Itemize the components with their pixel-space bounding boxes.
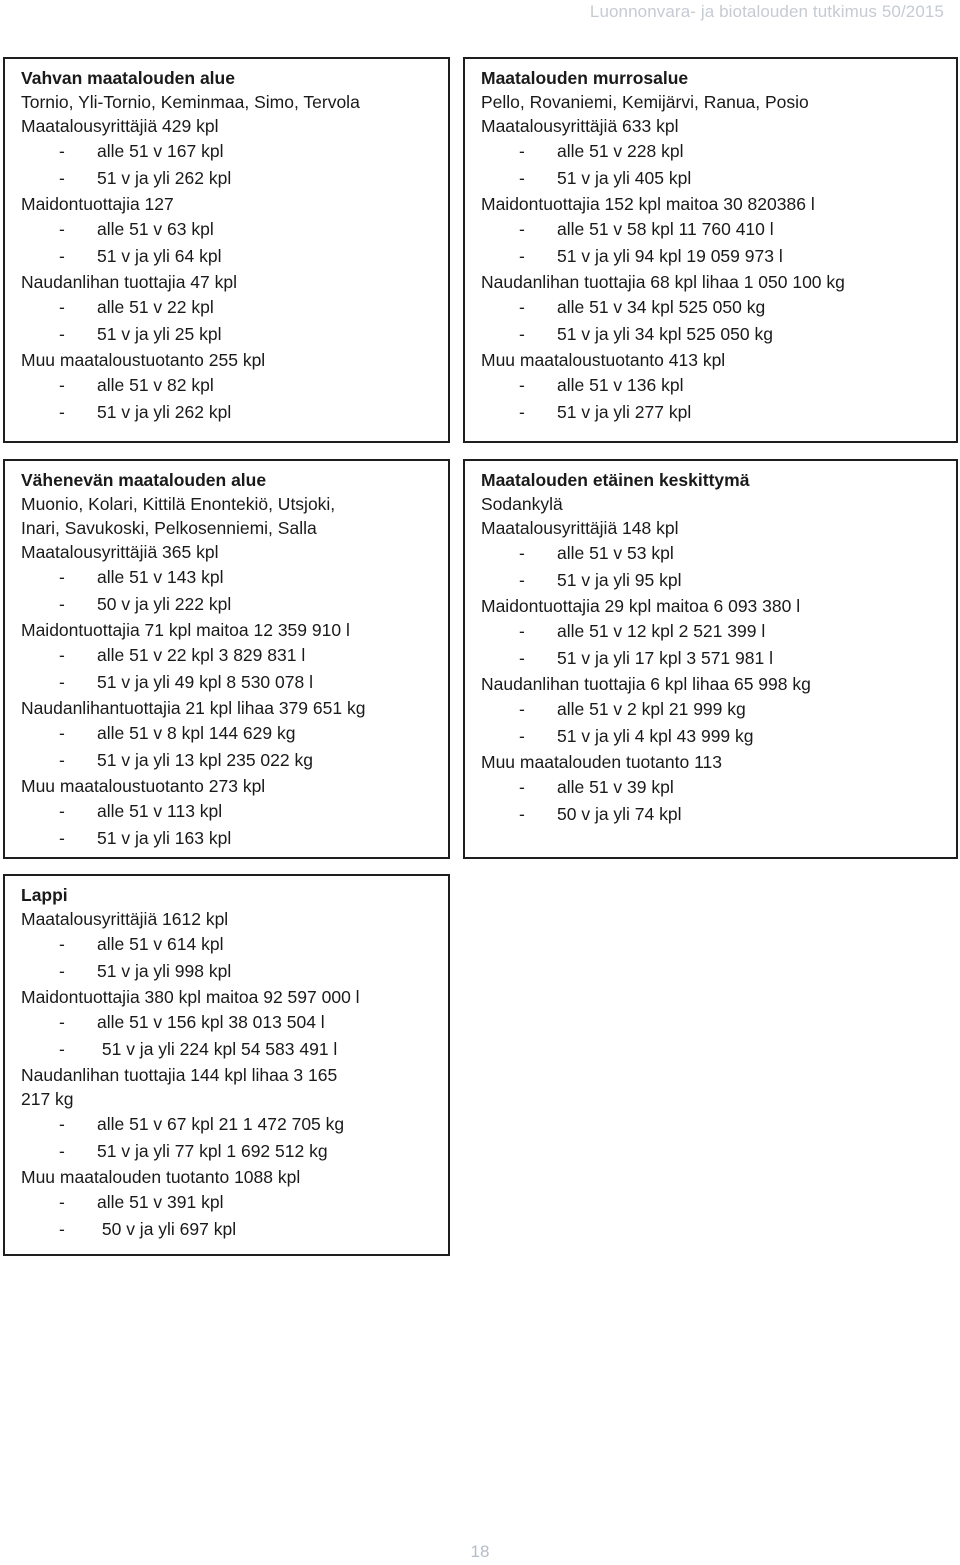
sub-item (21, 1111, 448, 1138)
bullet-dash: - (519, 168, 525, 188)
sub-item-text: alle 51 v 82 kpl (97, 375, 214, 395)
sub-item (481, 801, 956, 828)
sub-item-text: 51 v ja yli 405 kpl (557, 168, 692, 188)
page-number: 18 (470, 1542, 490, 1561)
sub-item-text: alle 51 v 39 kpl (557, 777, 674, 797)
sub-item (21, 294, 448, 321)
sub-item-text: alle 51 v 8 kpl 144 629 kg (97, 723, 296, 743)
sub-item-text: 50 v ja yli 222 kpl (97, 594, 232, 614)
text-line: Naudanlihan tuottajia 144 kpl lihaa 3 165 (21, 1065, 338, 1085)
sub-item (481, 696, 956, 723)
sub-item (21, 958, 448, 985)
bullet-dash: - (519, 804, 525, 824)
bullet-dash: - (59, 723, 65, 743)
sub-item-text: 51 v ja yli 95 kpl (557, 570, 682, 590)
sub-item (481, 294, 956, 321)
sub-item-text: alle 51 v 143 kpl (97, 567, 224, 587)
bullet-dash: - (59, 645, 65, 665)
sub-item-text: 51 v ja yli 4 kpl 43 999 kg (557, 726, 754, 746)
bullet-dash: - (519, 777, 525, 797)
text-line: Maidontuottajia 71 kpl maitoa 12 359 910 l (21, 620, 350, 640)
text-line: Maatalousyrittäjiä 633 kpl (481, 116, 679, 136)
sub-item (21, 1036, 448, 1063)
sub-item-text: 50 v ja yli 74 kpl (557, 804, 682, 824)
sub-item (21, 321, 448, 348)
sub-item (481, 165, 956, 192)
sub-item-text: alle 51 v 22 kpl (97, 297, 214, 317)
sub-item-text: alle 51 v 2 kpl 21 999 kg (557, 699, 746, 719)
sub-item-text: alle 51 v 53 kpl (557, 543, 674, 563)
bullet-dash: - (59, 324, 65, 344)
bullet-dash: - (59, 375, 65, 395)
sub-item (481, 399, 956, 426)
sub-item (21, 165, 448, 192)
sub-item (21, 372, 448, 399)
sub-item (21, 642, 448, 669)
text-line: Maatalousyrittäjiä 365 kpl (21, 542, 219, 562)
sub-item (21, 216, 448, 243)
bullet-dash: - (59, 567, 65, 587)
bullet-dash: - (59, 1219, 65, 1239)
sub-item-text: 51 v ja yli 64 kpl (97, 246, 222, 266)
sub-item-text: alle 51 v 156 kpl 38 013 504 l (97, 1012, 325, 1032)
region-lines (481, 90, 956, 426)
sub-item (21, 1138, 448, 1165)
bullet-dash: - (59, 168, 65, 188)
sub-item-text: alle 51 v 167 kpl (97, 141, 224, 161)
text-line: Tornio, Yli-Tornio, Keminmaa, Simo, Tervola (21, 92, 360, 112)
sub-item-text: 51 v ja yli 77 kpl 1 692 512 kg (97, 1141, 328, 1161)
bullet-dash: - (519, 648, 525, 668)
bullet-dash: - (59, 1039, 65, 1059)
sub-item-text: alle 51 v 136 kpl (557, 375, 684, 395)
text-line: Sodankylä (481, 494, 563, 514)
text-line: Maatalousyrittäjiä 1612 kpl (21, 909, 229, 929)
sub-item-text: 51 v ja yli 163 kpl (97, 828, 232, 848)
text-line: Maatalousyrittäjiä 429 kpl (21, 116, 219, 136)
bullet-dash: - (519, 141, 525, 161)
region-box-vaheneva (3, 459, 450, 859)
sub-item-text: 51 v ja yli 224 kpl 54 583 491 l (97, 1039, 338, 1059)
text-line: Maidontuottajia 127 (21, 194, 174, 214)
text-line: Maidontuottajia 380 kpl maitoa 92 597 000 l (21, 987, 360, 1007)
sub-item (21, 243, 448, 270)
bullet-dash: - (519, 402, 525, 422)
bullet-dash: - (59, 934, 65, 954)
bullet-dash: - (59, 246, 65, 266)
bullet-dash: - (59, 219, 65, 239)
region-title: Lappi (21, 885, 68, 905)
region-title: Vahvan maatalouden alue (21, 68, 235, 88)
region-title: Maatalouden murrosalue (481, 68, 689, 88)
text-line: Maatalousyrittäjiä 148 kpl (481, 518, 679, 538)
bullet-dash: - (519, 570, 525, 590)
sub-item-text: 51 v ja yli 49 kpl 8 530 078 l (97, 672, 313, 692)
sub-item (21, 669, 448, 696)
sub-item-text: alle 51 v 63 kpl (97, 219, 214, 239)
sub-item (21, 798, 448, 825)
bullet-dash: - (59, 750, 65, 770)
text-line: Maidontuottajia 152 kpl maitoa 30 820386 l (481, 194, 815, 214)
bullet-dash: - (519, 543, 525, 563)
sub-item (21, 931, 448, 958)
sub-item (21, 825, 448, 852)
sub-item-text: 51 v ja yli 262 kpl (97, 168, 232, 188)
sub-item (21, 1009, 448, 1036)
region-lines (21, 90, 448, 426)
region-box-lappi (3, 874, 450, 1256)
sub-item (481, 372, 956, 399)
sub-item (21, 1216, 448, 1243)
bullet-dash: - (519, 621, 525, 641)
sub-item-text: alle 51 v 34 kpl 525 050 kg (557, 297, 766, 317)
sub-item-text: 51 v ja yli 34 kpl 525 050 kg (557, 324, 773, 344)
text-line: Naudanlihan tuottajia 68 kpl lihaa 1 050 100 kg (481, 272, 845, 292)
text-line: Muu maataloustuotanto 255 kpl (21, 350, 266, 370)
text-line: Muu maataloustuotanto 273 kpl (21, 776, 266, 796)
bullet-dash: - (519, 699, 525, 719)
sub-item-text: 51 v ja yli 998 kpl (97, 961, 232, 981)
sub-item-text: 51 v ja yli 13 kpl 235 022 kg (97, 750, 313, 770)
text-line: Muu maatalouden tuotanto 113 (481, 752, 722, 772)
text-line: Naudanlihan tuottajia 47 kpl (21, 272, 237, 292)
sub-item-text: alle 51 v 391 kpl (97, 1192, 224, 1212)
region-lines (481, 492, 956, 828)
bullet-dash: - (59, 1012, 65, 1032)
sub-item-text: alle 51 v 22 kpl 3 829 831 l (97, 645, 306, 665)
region-box-etainen (463, 459, 958, 859)
bullet-dash: - (519, 726, 525, 746)
text-line: Maidontuottajia 29 kpl maitoa 6 093 380 l (481, 596, 801, 616)
sub-item-text: 51 v ja yli 25 kpl (97, 324, 222, 344)
sub-item-text: 51 v ja yli 277 kpl (557, 402, 692, 422)
sub-item (21, 1189, 448, 1216)
sub-item (21, 591, 448, 618)
bullet-dash: - (59, 828, 65, 848)
region-lines (21, 907, 448, 1243)
text-line: 217 kg (21, 1089, 74, 1109)
sub-item (481, 645, 956, 672)
region-title: Maatalouden etäinen keskittymä (481, 470, 750, 490)
sub-item-text: alle 51 v 614 kpl (97, 934, 224, 954)
sub-item-text: alle 51 v 67 kpl 21 1 472 705 kg (97, 1114, 345, 1134)
region-box-vahva (3, 57, 450, 443)
sub-item (481, 243, 956, 270)
sub-item (21, 747, 448, 774)
sub-item (481, 138, 956, 165)
bullet-dash: - (519, 324, 525, 344)
sub-item (21, 138, 448, 165)
region-box-murros (463, 57, 958, 443)
bullet-dash: - (519, 297, 525, 317)
text-line: Pello, Rovaniemi, Kemijärvi, Ranua, Posio (481, 92, 809, 112)
text-line: Inari, Savukoski, Pelkosenniemi, Salla (21, 518, 317, 538)
bullet-dash: - (59, 801, 65, 821)
region-lines (21, 492, 448, 852)
sub-item-text: 51 v ja yli 17 kpl 3 571 981 l (557, 648, 773, 668)
bullet-dash: - (59, 672, 65, 692)
bullet-dash: - (519, 375, 525, 395)
sub-item (481, 216, 956, 243)
sub-item-text: alle 51 v 12 kpl 2 521 399 l (557, 621, 766, 641)
sub-item (21, 399, 448, 426)
sub-item (481, 567, 956, 594)
sub-item (21, 564, 448, 591)
sub-item (481, 321, 956, 348)
text-line: Muu maataloustuotanto 413 kpl (481, 350, 726, 370)
bullet-dash: - (519, 246, 525, 266)
sub-item (481, 723, 956, 750)
bullet-dash: - (59, 402, 65, 422)
bullet-dash: - (59, 1114, 65, 1134)
bullet-dash: - (59, 1192, 65, 1212)
sub-item (481, 618, 956, 645)
bullet-dash: - (59, 961, 65, 981)
sub-item-text: alle 51 v 58 kpl 11 760 410 l (557, 219, 774, 239)
sub-item (481, 540, 956, 567)
sub-item-text: alle 51 v 113 kpl (97, 801, 223, 821)
text-line: Muonio, Kolari, Kittilä Enontekiö, Utsjoki, (21, 494, 336, 514)
bullet-dash: - (59, 594, 65, 614)
sub-item-text: 51 v ja yli 262 kpl (97, 402, 232, 422)
sub-item-text: 51 v ja yli 94 kpl 19 059 973 l (557, 246, 783, 266)
bullet-dash: - (59, 1141, 65, 1161)
bullet-dash: - (59, 141, 65, 161)
sub-item (21, 720, 448, 747)
sub-item (481, 774, 956, 801)
region-title: Vähenevän maatalouden alue (21, 470, 267, 490)
bullet-dash: - (519, 219, 525, 239)
sub-item-text: 50 v ja yli 697 kpl (97, 1219, 237, 1239)
running-header: Luonnonvara- ja biotalouden tutkimus 50/2015 (589, 2, 944, 21)
text-line: Naudanlihan tuottajia 6 kpl lihaa 65 998 kg (481, 674, 811, 694)
text-line: Naudanlihantuottajia 21 kpl lihaa 379 651 kg (21, 698, 366, 718)
sub-item-text: alle 51 v 228 kpl (557, 141, 684, 161)
text-line: Muu maatalouden tuotanto 1088 kpl (21, 1167, 301, 1187)
bullet-dash: - (59, 297, 65, 317)
